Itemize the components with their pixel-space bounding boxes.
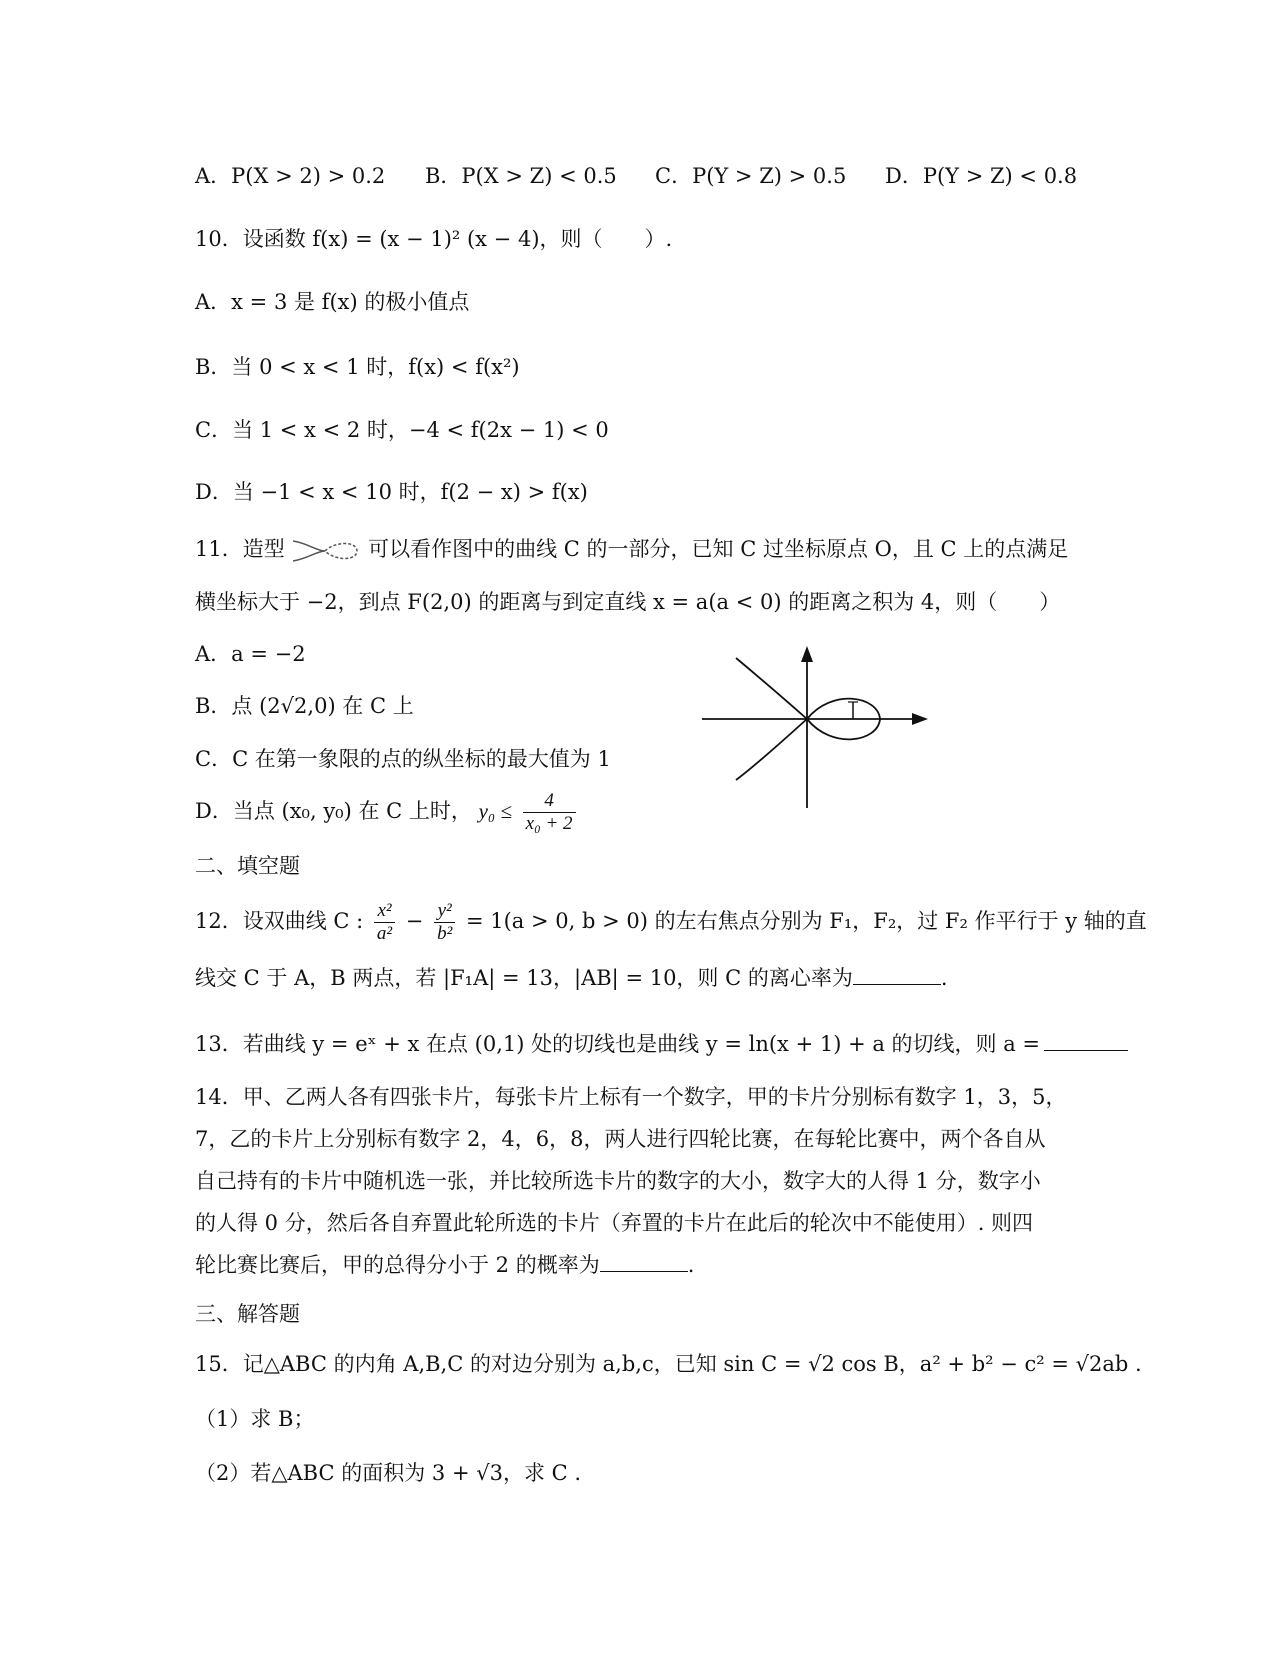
q10-option-d: D．当 −1 < x < 10 时，f(2 − x) > f(x) bbox=[195, 480, 588, 504]
q14-line5-text: 轮比赛比赛后，甲的总得分小于 2 的概率为 bbox=[195, 1253, 600, 1277]
q13-line bbox=[195, 1030, 1128, 1058]
q12-minus: − bbox=[405, 909, 424, 933]
q11-option-a: A．a = −2 bbox=[195, 642, 306, 666]
q9-option-c: C．P(Y > Z) > 0.5 bbox=[655, 164, 847, 188]
fraction-denominator: x₀ + 2 bbox=[525, 813, 573, 834]
fraction-denominator: b² bbox=[437, 923, 453, 944]
q15-stem: 15．记△ABC 的内角 A,B,C 的对边分别为 a,b,c，已知 sin C = √2 cos B，a² + b² − c² = √2ab . bbox=[195, 1352, 1142, 1376]
x-axis-arrow-icon bbox=[912, 713, 928, 725]
q12-line1-suffix: = 1(a > 0, b > 0) 的左右焦点分别为 F₁，F₂，过 F₂ 作平行于 y 轴的直 bbox=[465, 909, 1147, 933]
q9-option-d: D．P(Y > Z) < 0.8 bbox=[885, 164, 1078, 188]
q10-option-a: A．x = 3 是 f(x) 的极小值点 bbox=[195, 290, 470, 314]
q15-part2: （2）若△ABC 的面积为 3 + √3，求 C . bbox=[195, 1461, 582, 1485]
q12-line2-end: . bbox=[940, 966, 948, 990]
q12-fraction-x bbox=[374, 900, 395, 945]
q12-line1-prefix: 12．设双曲线 C : bbox=[195, 909, 364, 933]
fraction-denominator: a² bbox=[376, 923, 393, 944]
q11-option-d bbox=[195, 790, 580, 835]
q11-stem-line2: 横坐标大于 −2，到点 F(2,0) 的距离与到定直线 x = a(a < 0) 的距离之积为 4，则（ ） bbox=[195, 590, 1061, 614]
q11-option-d-lhs: y₀ ≤ bbox=[478, 799, 512, 823]
q14-line2: 7，乙的卡片上分别标有数字 2，4，6，8，两人进行四轮比赛，在每轮比赛中，两个各自从 bbox=[195, 1127, 1046, 1151]
q14-answer-blank[interactable] bbox=[600, 1251, 688, 1272]
q11-option-d-prefix: D．当点 (x₀, y₀) 在 C 上时， bbox=[195, 799, 472, 823]
y-axis-arrow-icon bbox=[801, 646, 813, 662]
q14-line5-end: . bbox=[687, 1253, 695, 1277]
q13-text: 13．若曲线 y = eˣ + x 在点 (0,1) 处的切线也是曲线 y = ln(x + 1) + a 的切线，则 a = bbox=[195, 1032, 1041, 1056]
q12-answer-blank[interactable] bbox=[853, 964, 941, 985]
q11-stem-part1: 11．造型 bbox=[195, 537, 285, 561]
q9-options bbox=[195, 162, 1077, 190]
q12-fraction-y bbox=[434, 900, 455, 945]
q11-stem-line1 bbox=[195, 535, 1068, 565]
q12-line2-text: 线交 C 于 A，B 两点，若 |F₁A| = 13，|AB| = 10，则 C 的离心率为 bbox=[195, 966, 853, 990]
q11-option-b: B．点 (2√2,0) 在 C 上 bbox=[195, 694, 414, 718]
q12-line1 bbox=[195, 900, 1147, 945]
q15-part1: （1）求 B； bbox=[195, 1407, 315, 1431]
q14-line5 bbox=[195, 1251, 694, 1279]
q11-option-c: C．C 在第一象限的点的纵坐标的最大值为 1 bbox=[195, 747, 611, 771]
q10-stem: 10．设函数 f(x) = (x − 1)² (x − 4)，则（ ）. bbox=[195, 227, 673, 251]
fraction-numerator: y² bbox=[434, 900, 455, 923]
q10-option-b: B．当 0 < x < 1 时，f(x) < f(x²) bbox=[195, 355, 520, 379]
q9-option-b: B．P(X > Z) < 0.5 bbox=[425, 164, 617, 188]
q11-option-d-fraction bbox=[523, 790, 576, 835]
q11-stem-part2: 可以看作图中的曲线 C 的一部分，已知 C 过坐标原点 O，且 C 上的点满足 bbox=[368, 537, 1069, 561]
q14-line1: 14．甲、乙两人各有四张卡片，每张卡片上标有一个数字，甲的卡片分别标有数字 1，3，5， bbox=[195, 1085, 1067, 1109]
shape-icon bbox=[291, 537, 361, 565]
q10-option-c: C．当 1 < x < 2 时，−4 < f(2x − 1) < 0 bbox=[195, 418, 609, 442]
fraction-numerator: x² bbox=[374, 900, 395, 923]
q9-option-a: A．P(X > 2) > 0.2 bbox=[195, 164, 386, 188]
section-solutions-heading: 三、解答题 bbox=[195, 1302, 300, 1326]
curve-figure bbox=[700, 640, 940, 810]
section-fill-in-heading: 二、填空题 bbox=[195, 854, 300, 878]
q14-line3: 自己持有的卡片中随机选一张，并比较所选卡片的数字的大小，数字大的人得 1 分，数字小 bbox=[195, 1169, 1041, 1193]
fraction-numerator: 4 bbox=[523, 790, 576, 813]
q13-answer-blank[interactable] bbox=[1044, 1030, 1128, 1051]
q14-line4: 的人得 0 分，然后各自弃置此轮所选的卡片（弃置的卡片在此后的轮次中不能使用）. 则四 bbox=[195, 1211, 1034, 1235]
q12-line2 bbox=[195, 964, 948, 992]
